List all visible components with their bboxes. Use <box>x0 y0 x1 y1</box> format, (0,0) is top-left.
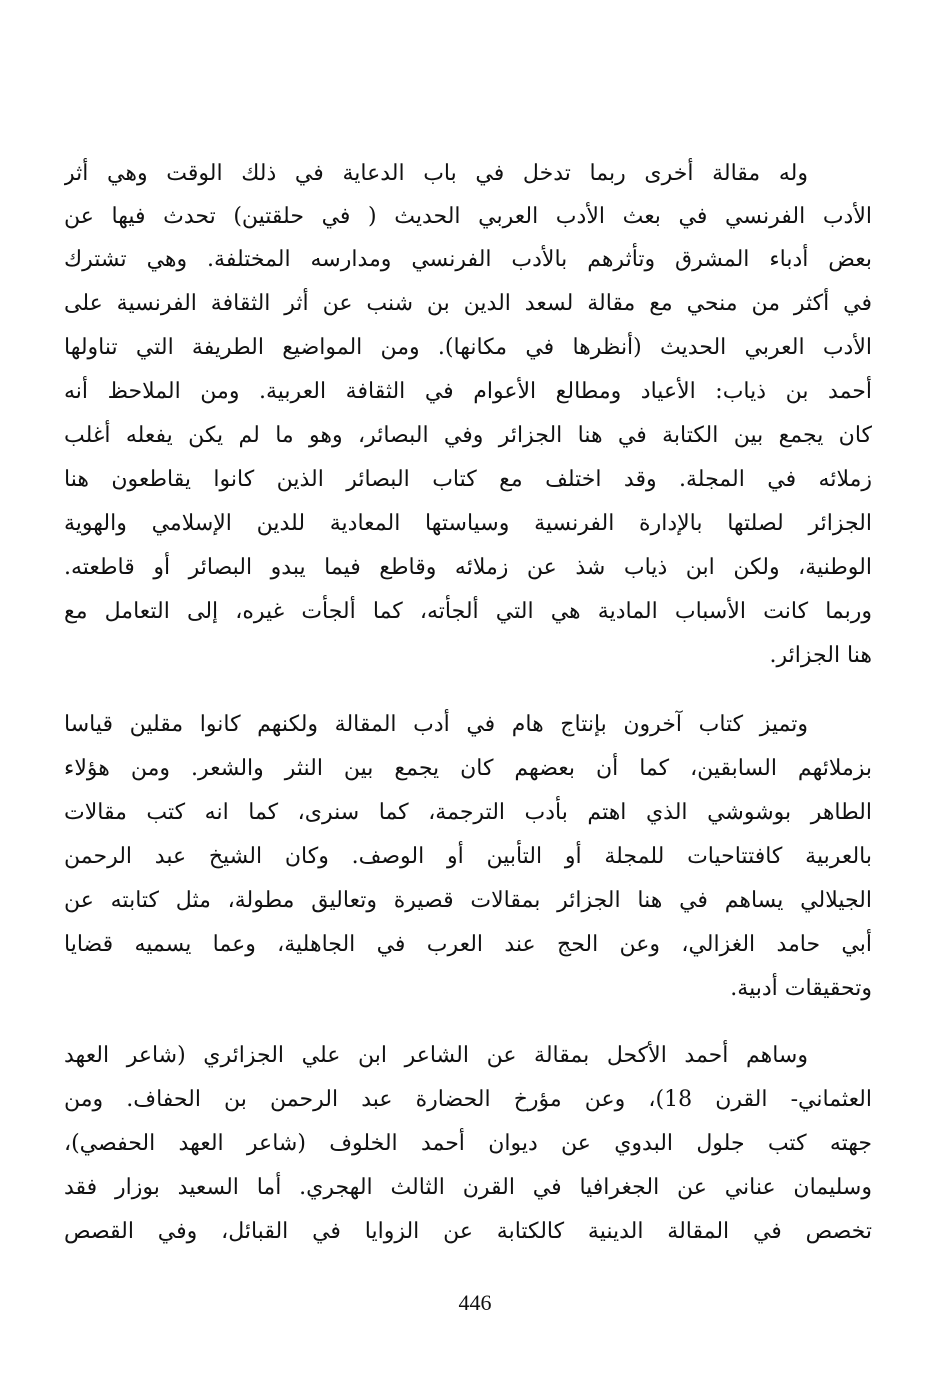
page-number: 446 <box>458 1290 492 1315</box>
text-line: العثماني- القرن 18)، وعن مؤرخ الحضارة عبد الرحمن بن الحفاف. ومن <box>64 1087 872 1112</box>
text-line: الجيلالي يساهم في هنا الجزائر بمقالات قصيرة وتعاليق مطولة، مثل كتابته عن <box>64 888 872 913</box>
text-line: في أكثر من منحي مع مقالة لسعد الدين بن شنب عن أثر الثقافة الفرنسية على <box>64 291 872 316</box>
text-line: كان يجمع بين الكتابة في هنا الجزائر وفي البصائر، وهو ما لم يكن يفعله أغلب <box>64 423 872 448</box>
paragraph-2 <box>64 700 872 1020</box>
text-line: جهته كتب جلول البدوي عن ديوان أحمد الخلوف (شاعر العهد الحفصي)، <box>64 1131 872 1156</box>
text-line: وساهم أحمد الأكحل بمقالة عن الشاعر ابن علي الجزائري (شاعر العهد <box>64 1043 808 1068</box>
text-line: وربما كانت الأسباب المادية هي التي ألجأته، كما ألجأت غيره، إلى التعامل مع <box>64 599 872 624</box>
text-line: بالعربية كافتتاحيات للمجلة أو التأبين أو الوصف. وكان الشيخ عبد الرحمن <box>64 844 872 869</box>
text-line: وتحقيقات أدبية. <box>730 976 872 1001</box>
text-line: وتميز كتاب آخرون بإنتاج هام في أدب المقالة ولكنهم كانوا مقلين قياسا <box>64 712 808 737</box>
paragraph-3 <box>64 1030 872 1270</box>
text-line: وله مقالة أخرى ربما تدخل في باب الدعاية في ذلك الوقت وهي أثر <box>64 161 808 186</box>
text-line: بعض أدباء المشرق وتأثرهم بالأدب الفرنسي ومدارسه المختلفة. وهي تشترك <box>64 247 872 272</box>
text-line: الأدب العربي الحديث (أنظرها في مكانها). ومن المواضيع الطريفة التي تناولها <box>64 335 872 360</box>
text-line: الطاهر بوشوشي الذي اهتم بأدب الترجمة، كما سنرى، كما انه كتب مقالات <box>64 800 872 825</box>
text-line: وسليمان عناني عن الجغرافيا في القرن الثالث الهجري. أما السعيد بوزار فقد <box>64 1175 872 1200</box>
text-line: الوطنية، ولكن ابن ذياب شذ عن زملائه وقاطع فيما يبدو البصائر أو قاطعته. <box>64 555 872 580</box>
text-line: أبي حامد الغزالي، وعن الحج عند العرب في الجاهلية، وعما يسميه قضايا <box>64 932 872 957</box>
text-line: أحمد بن ذياب: الأعياد ومطالع الأعوام في الثقافة العربية. ومن الملاحظ أنه <box>64 379 872 404</box>
text-line: الجزائر لصلتها بالإدارة الفرنسية وسياستها المعادية للدين الإسلامي والهوية <box>64 511 872 536</box>
paragraph-1 <box>64 140 872 680</box>
text-line: تخصص في المقالة الدينية كالكتابة عن الزوايا في القبائل، وفي القصص <box>64 1219 872 1244</box>
text-line: زملائه في المجلة. وقد اختلف مع كتاب البصائر الذين كانوا يقاطعون هنا <box>64 467 872 492</box>
text-line: الأدب الفرنسي في بعث الأدب العربي الحديث ( في حلقتين) تحدث فيها عن <box>64 204 872 229</box>
text-line: هنا الجزائر. <box>769 643 872 668</box>
text-line: بزملائهم السابقين، كما أن بعضهم كان يجمع بين النثر والشعر. ومن هؤلاء <box>64 756 872 781</box>
